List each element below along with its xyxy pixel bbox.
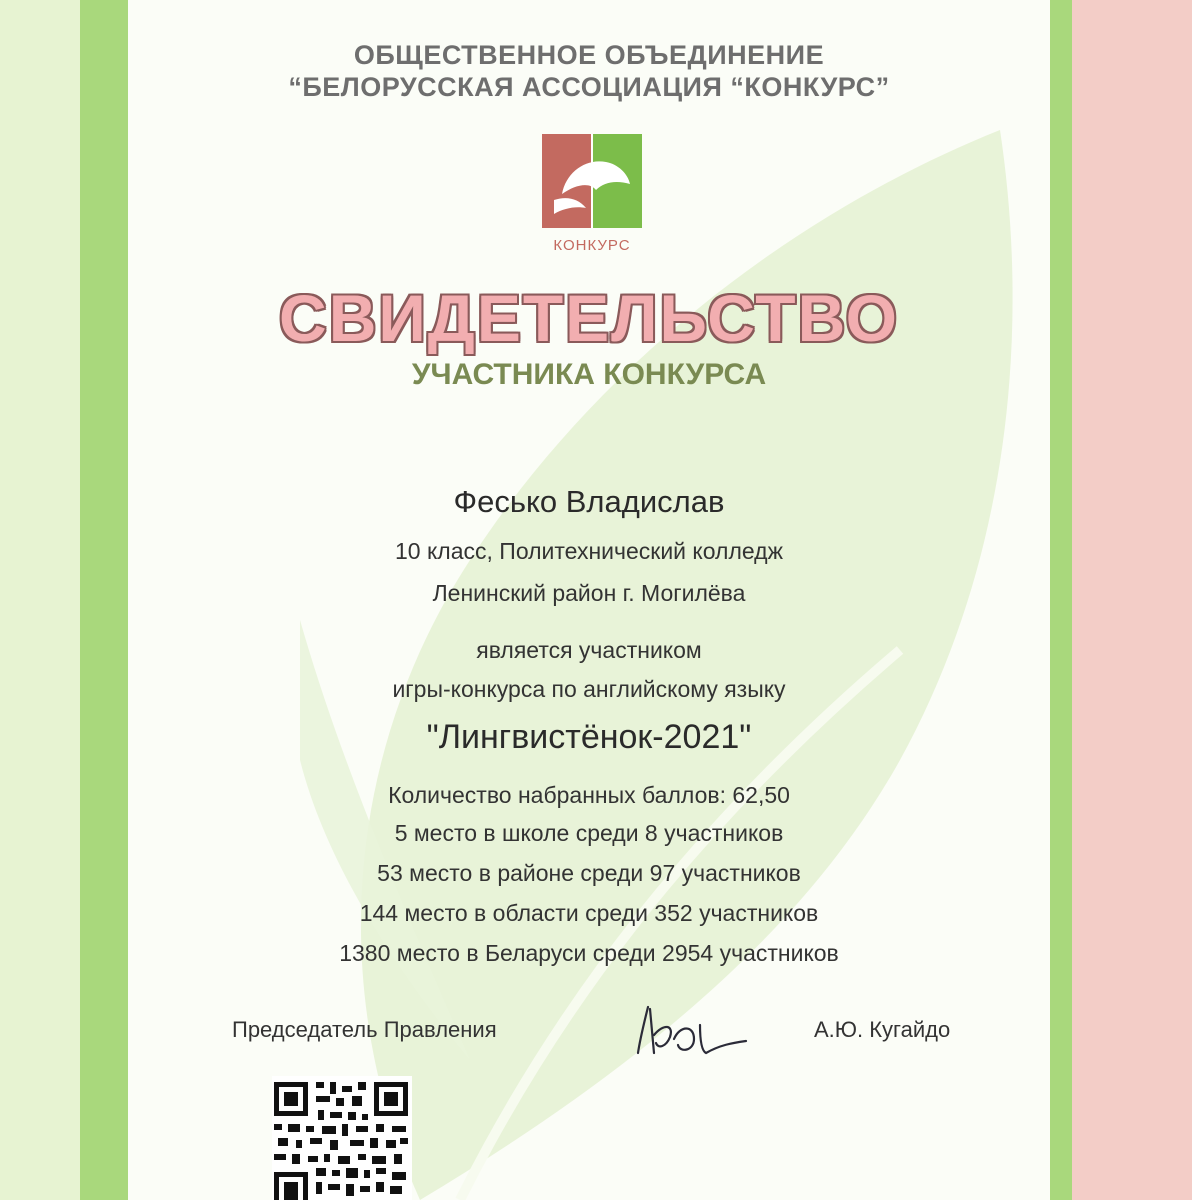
svg-text:КОНКУРС: КОНКУРС xyxy=(553,237,631,254)
certificate-title: СВИДЕТЕЛЬСТВО xyxy=(279,281,899,355)
contest-name: "Лингвистёнок-2021" xyxy=(426,718,752,756)
rank-region: 144 место в области среди 352 участников xyxy=(359,900,819,926)
score-line: Количество набранных баллов: 62,50 xyxy=(388,782,790,808)
qr-code xyxy=(272,1076,412,1200)
konkurs-logo xyxy=(540,132,644,262)
chairman-title: Председатель Правления xyxy=(232,1017,497,1042)
rank-school: 5 место в школе среди 8 участников xyxy=(394,820,784,846)
recipient-district: Ленинский район г. Могилёва xyxy=(432,580,746,606)
rank-district: 53 место в районе среди 97 участников xyxy=(377,860,801,886)
chairman-name: А.Ю. Кугайдо xyxy=(814,1017,951,1042)
recipient-class-school: 10 класс, Политехнический колледж xyxy=(395,538,783,564)
participation-text: является участником xyxy=(476,637,702,663)
rank-country: 1380 место в Беларуси среди 2954 участников xyxy=(339,940,839,966)
certificate-subtitle: УЧАСТНИКА КОНКУРСА xyxy=(411,358,767,391)
organization-line-2: “БЕЛОРУССКАЯ АССОЦИАЦИЯ “КОНКУРС” xyxy=(288,72,890,102)
recipient-name: Фесько Владислав xyxy=(453,484,725,519)
signature-image xyxy=(630,995,750,1065)
organization-line-1: ОБЩЕСТВЕННОЕ ОБЪЕДИНЕНИЕ xyxy=(353,40,825,70)
contest-description: игры-конкурса по английскому языку xyxy=(392,676,786,702)
